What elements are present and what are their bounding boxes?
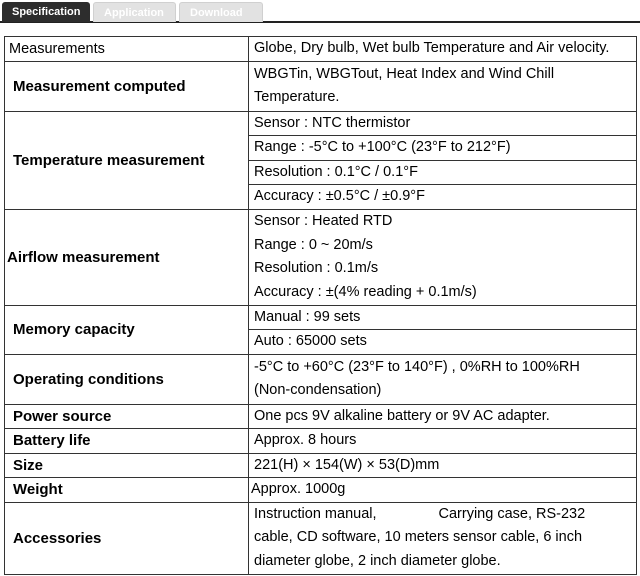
table-row bbox=[5, 502, 637, 574]
row-value bbox=[249, 502, 637, 574]
value-line bbox=[254, 503, 636, 527]
row-value: Accuracy : ±0.5°C / ±0.9°F bbox=[249, 185, 637, 210]
tab-download[interactable]: Download bbox=[179, 2, 263, 22]
row-label: Temperature measurement bbox=[5, 111, 249, 209]
row-label: Weight bbox=[5, 478, 249, 503]
value-line: WBGTin, WBGTout, Heat Index and Wind Chill bbox=[254, 65, 555, 82]
row-value: One pcs 9V alkaline battery or 9V AC adapter. bbox=[249, 404, 637, 429]
value-line: Sensor : Heated RTD bbox=[254, 213, 393, 229]
row-value: Globe, Dry bulb, Wet bulb Temperature and Air velocity. bbox=[249, 37, 637, 62]
row-value: Auto : 65000 sets bbox=[249, 330, 637, 355]
row-label: Accessories bbox=[5, 502, 249, 574]
accessory-text: Instruction manual, bbox=[254, 505, 377, 522]
row-value: Approx. 8 hours bbox=[249, 429, 637, 454]
table-row bbox=[5, 37, 637, 62]
value-line: -5°C to +60°C (23°F to 140°F) , 0%RH to 100%RH bbox=[254, 358, 580, 375]
row-label: Measurements bbox=[5, 37, 249, 62]
row-value: Resolution : 0.1°C / 0.1°F bbox=[249, 160, 637, 185]
row-value bbox=[249, 61, 637, 111]
value-line: Temperature. bbox=[254, 89, 340, 105]
row-value: Sensor : NTC thermistor bbox=[249, 111, 637, 136]
table-row bbox=[5, 453, 637, 478]
value-line: Range : 0 ~ 20m/s bbox=[254, 236, 373, 253]
row-value: Manual : 99 sets bbox=[249, 305, 637, 330]
table-row bbox=[5, 209, 637, 305]
table-row bbox=[5, 111, 637, 136]
table-row bbox=[5, 429, 637, 454]
table-row bbox=[5, 305, 637, 330]
tab-bar bbox=[0, 0, 640, 23]
row-value: Approx. 1000g bbox=[249, 478, 637, 503]
tab-specification[interactable]: Specification bbox=[2, 2, 90, 22]
tab-application[interactable]: Application bbox=[93, 2, 176, 22]
value-line: (Non-condensation) bbox=[254, 382, 382, 398]
row-label: Operating conditions bbox=[5, 354, 249, 404]
row-value: Range : -5°C to +100°C (23°F to 212°F) bbox=[249, 136, 637, 161]
row-value bbox=[249, 354, 637, 404]
row-label: Battery life bbox=[5, 429, 249, 454]
value-line: Accuracy : ±(4% reading + 0.1m/s) bbox=[254, 283, 477, 300]
row-label: Measurement computed bbox=[5, 61, 249, 111]
row-value: 221(H) × 154(W) × 53(D)mm bbox=[249, 453, 637, 478]
value-line: Resolution : 0.1m/s bbox=[254, 260, 379, 276]
table-row bbox=[5, 61, 637, 111]
table-row bbox=[5, 354, 637, 404]
table-row bbox=[5, 404, 637, 429]
row-label: Power source bbox=[5, 404, 249, 429]
row-value bbox=[249, 209, 637, 305]
value-line: diameter globe, 2 inch diameter globe. bbox=[254, 552, 501, 569]
table-row bbox=[5, 478, 637, 503]
row-label: Airflow measurement bbox=[5, 209, 249, 305]
row-label: Size bbox=[5, 453, 249, 478]
specification-table bbox=[4, 36, 637, 575]
row-label: Memory capacity bbox=[5, 305, 249, 354]
value-line: cable, CD software, 10 meters sensor cable, 6 inch bbox=[254, 529, 583, 546]
accessory-text: Carrying case, RS-232 bbox=[438, 505, 586, 522]
